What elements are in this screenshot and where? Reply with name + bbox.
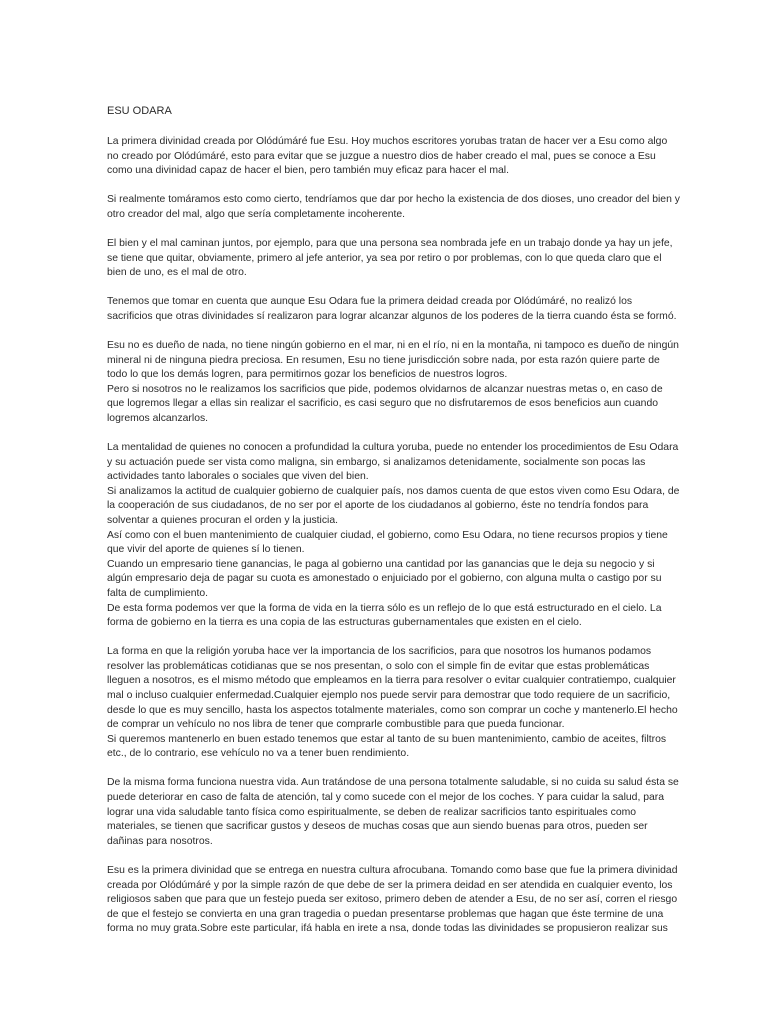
text-line: Tenemos que tomar en cuenta que aunque Esu Odara fue la primera deidad creada por Olódúmáré, no realizó los: [107, 296, 633, 308]
text-line: que vivir del aporte de quienes sí lo tienen.: [107, 544, 305, 556]
text-line: Pero si nosotros no le realizamos los sacrificios que pide, podemos olvidarnos de alcanzar nuestras metas o, en caso de: [107, 383, 663, 395]
paragraph: [107, 441, 680, 631]
text-line: todo lo que los demás logren, para permitirnos gozar los beneficios de nuestros logros.: [107, 369, 508, 381]
text-line: Si analizamos la actitud de cualquier gobierno de cualquier país, nos damos cuenta de que estos viven como Esu Odara, de: [107, 485, 680, 497]
text-line: Si realmente tomáramos esto como cierto, tendríamos que dar por hecho la existencia de dos dioses, uno creador del bien y: [107, 194, 680, 206]
text-line: la cooperación de sus ciudadanos, de no ser por el aporte de los ciudadanos al gobierno, éste no tendría fondos para: [107, 500, 649, 512]
text-line: desde lo que es muy sencillo, hasta los aspectos totalmente materiales, como son comprar un coche y mantenerlo.El hecho: [107, 704, 678, 716]
text-line: De la misma forma funciona nuestra vida. Aun tratándose de una persona totalmente saludable, si no cuida su salud ésta se: [107, 777, 679, 789]
document-title: ESU ODARA: [107, 105, 172, 117]
paragraph: [107, 295, 677, 324]
text-line: otro creador del mal, algo que sería completamente incoherente.: [107, 208, 406, 220]
text-line: Así como con el buen mantenimiento de cualquier ciudad, el gobierno, como Esu Odara, no tiene recursos propios y tiene: [107, 529, 668, 541]
paragraph: [107, 864, 678, 937]
text-line: lleguen a nosotros, es el mismo método que empleamos en la tierra para resolver o evitar cualquier contratiempo, cualquier: [107, 675, 676, 687]
text-line: puede deteriorar en caso de falta de atención, tal y como sucede con el mejor de los coches. Y para cuidar la salud, para: [107, 792, 665, 804]
text-line: mal o incluso cualquier enfermedad.Cualquier ejemplo nos puede servir para demostrar que todo requiere de un sacrificio,: [107, 690, 671, 701]
text-line: resolver las problemáticas cotidianas que se nos presentan, o solo con el simple fin de evitar que estas problemáticas: [107, 660, 650, 672]
text-line: Esu no es dueño de nada, no tiene ningún gobierno en el mar, ni en el río, ni en la montaña, ni tampoco es dueño de ningún: [107, 339, 679, 351]
text-line: La primera divinidad creada por Olódúmáré fue Esu. Hoy muchos escritores yorubas tratan de hacer ver a Esu como algo: [107, 136, 668, 147]
text-line: actividades tanto laborales o sociales que viven del bien.: [107, 471, 369, 483]
text-line: La forma en que la religión yoruba hace ver la importancia de los sacrificios, para que nosotros los humanos podamos: [107, 646, 652, 658]
text-line: La mentalidad de quienes no conocen a profundidad la cultura yoruba, puede no entender los procedimientos de Esu Odara: [107, 442, 679, 453]
text-line: de que el festejo se convierta en una gran tragedia o puedan presentarse problemas que hagan que éste termine de una: [107, 908, 664, 920]
paragraph: [107, 237, 673, 281]
text-line: solventar a quienes procuran el orden y la justicia.: [107, 514, 339, 526]
text-line: mineral ni de ninguna piedra preciosa. En resumen, Esu no tiene jurisdicción sobre nada, por esta razón quiere parte de: [107, 354, 660, 366]
text-line: no creado por Olódúmáré, esto para evitar que se juzgue a nuestro dios de haber creado el mal, pues se conoce a Esu: [107, 150, 656, 162]
text-line: sacrificios que otras divinidades sí realizaron para lograr alcanzar algunos de los poderes de la tierra cuando ésta se formó.: [107, 310, 677, 322]
text-line: se tiene que quitar, obviamente, primero al jefe anterior, ya sea por retiro o por problemas, con lo que queda claro que el: [107, 252, 662, 264]
text-line: bien de uno, es el mal de otro.: [107, 267, 247, 279]
text-line: logremos alcanzarlos.: [107, 412, 209, 424]
paragraph: [107, 645, 678, 762]
text-line: El bien y el mal caminan juntos, por ejemplo, para que una persona sea nombrada jefe en un trabajo donde ya hay un jefe,: [107, 237, 673, 249]
paragraph: [107, 339, 679, 427]
text-line: como una divinidad capaz de hacer el bien, pero también muy eficaz para hacer el mal.: [107, 165, 509, 177]
text-line: De esta forma podemos ver que la forma de vida en la tierra sólo es un reflejo de lo que está estructurado en el cielo. La: [107, 602, 662, 614]
paragraph: [107, 135, 668, 179]
text-line: etc., de lo contrario, ese vehículo no va a tener buen rendimiento.: [107, 748, 410, 760]
text-line: falta de cumplimiento.: [107, 587, 209, 599]
text-line: forma no muy grata.Sobre este particular, ifá habla en irete a nsa, donde todas las divinidades se propusieron realizar sus: [107, 923, 668, 935]
text-line: Cuando un empresario tiene ganancias, le paga al gobierno una cantidad por las ganancias que le deja su negocio y si: [107, 558, 655, 570]
text-line: lograr una vida saludable tanto física como espiritualmente, se deben de realizar sacrificios tanto espirituales como: [107, 806, 637, 818]
text-line: religiosos saben que para que un festejo pueda ser exitoso, primero deben de atender a Esu, de no ser así, corren el riesgo: [107, 894, 678, 906]
text-line: dañinas para nosotros.: [107, 835, 213, 847]
paragraph: [107, 193, 680, 222]
text-line: algún empresario deja de pagar su cuota es amonestado o enjuiciado por el gobierno, con alguna multa o castigo por su: [107, 573, 662, 585]
text-line: que logremos llegar a ellas sin realizar el sacrificio, es casi seguro que no disfrutaremos de esos beneficios aun cuando: [107, 398, 659, 410]
document-page: [107, 104, 680, 951]
text-line: Esu es la primera divinidad que se entrega en nuestra cultura afrocubana. Tomando como base que fue la primera divinidad: [107, 864, 678, 876]
text-line: materiales, se tienen que sacrificar gustos y deseos de muchas cosas que aun siendo buenas para otros, pueden ser: [107, 821, 648, 833]
text-line: creada por Olódúmáré y por la simple razón de que debe de ser la primera deidad en ser atendida en cualquier evento, los: [107, 879, 673, 891]
text-line: y su actuación puede ser vista como maligna, sin embargo, si analizamos detenidamente, socialmente son pocas las: [107, 456, 646, 468]
text-line: forma de gobierno en la tierra es una copia de las estructuras gubernamentales que existen en el cielo.: [107, 617, 582, 629]
text-line: Si queremos mantenerlo en buen estado tenemos que estar al tanto de su buen mantenimiento, cambio de aceites, filtros: [107, 733, 667, 745]
document-body: [107, 135, 680, 937]
paragraph: [107, 776, 679, 849]
text-line: de comprar un vehículo no nos libra de tener que comprarle combustible para que pueda funcionar.: [107, 719, 565, 731]
